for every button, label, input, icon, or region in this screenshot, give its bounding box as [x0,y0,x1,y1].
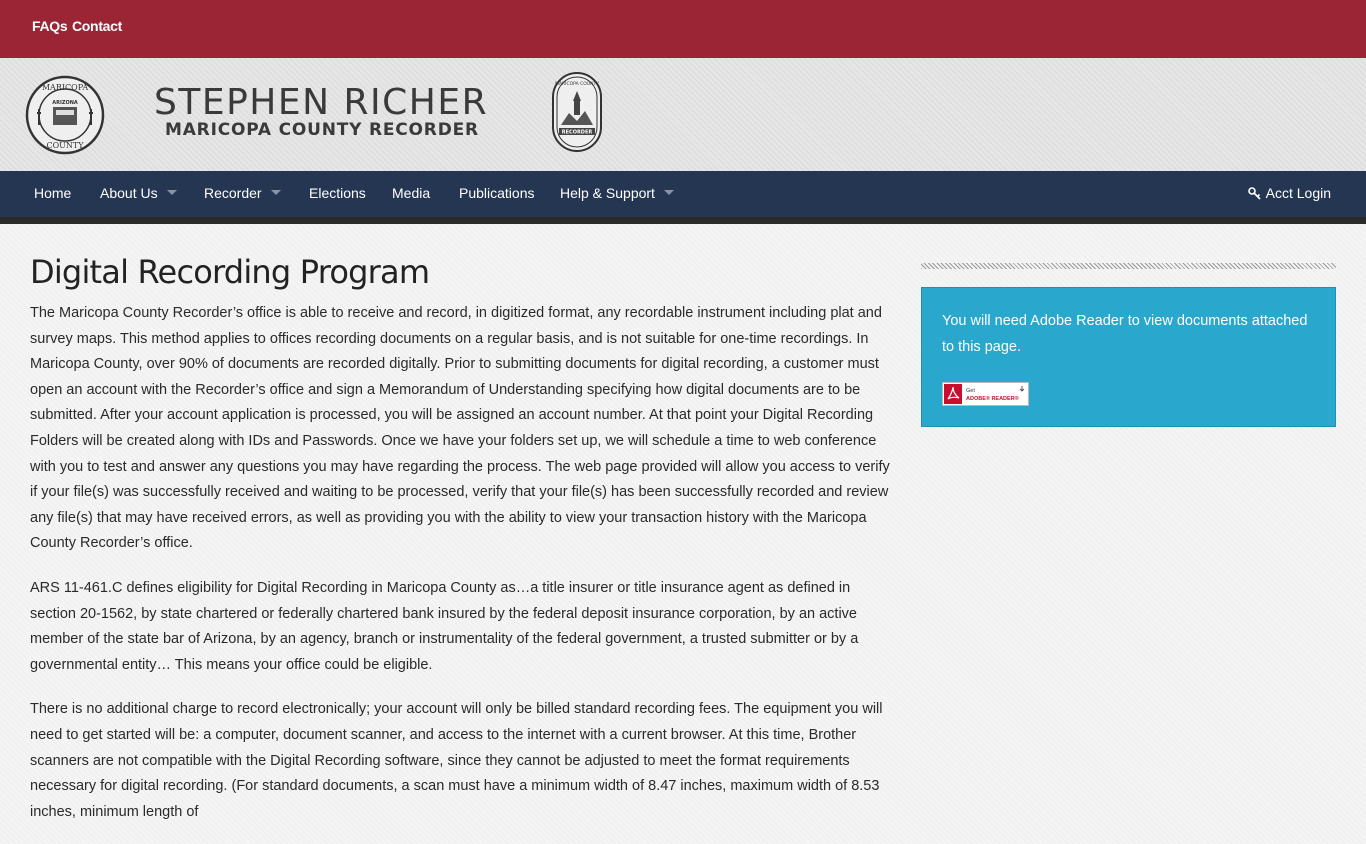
contact-link[interactable]: Contact [72,18,123,34]
nav-home-label: Home [34,185,72,201]
adobe-reader-icon [943,383,1028,405]
main-navigation [0,171,1366,224]
nav-about-us[interactable] [100,171,177,217]
nav-help-support[interactable] [560,171,674,217]
badge-top-text: MARICOPA COUNTY [555,82,599,87]
maricopa-county-seal-icon[interactable] [25,75,105,155]
body-paragraph: ARS 11-461.C defines eligibility for Digital Recording in Maricopa County as…a title insurer or title insurance agent as defined in section 20-1562, by state chartered or federally chartered bank insured by the federal deposit insurance corporation, by an active member of the state bar of Arizona, by an agency, branch or instrumentality of the federal government, a trusted submitter or by a governmental entity… This means your office could be eligible. [30,579,859,673]
nav-home[interactable] [34,171,71,217]
badge-bottom-text: RECORDER [561,129,593,136]
badge-get-text: Get [966,388,975,394]
seal-middle-text: ARIZONA [52,100,78,106]
site-header [0,58,1366,171]
badge-reader-text: ADOBE® READER® [966,396,1019,402]
body-paragraph: The Maricopa County Recorder’s office is able to receive and record, in digitized format, any recordable instrument including plat and survey maps. This method applies to offices recording documents on a regular basis, and is not suitable for one-time recordings. In Maricopa County, over 90% of documents are recorded digitally. Prior to submitting documents for digital recording, a customer must open an account with the Recorder’s office and sign a Memorandum of Understanding specifying how digital documents are to be submitted. After your account application is processed, you will be assigned an account number. At that point your Digital Recording Folders will be created along with IDs and Passwords. Once we have your folders set up, we will schedule a time to web conference with you to test and answer any questions you may have regarding the process. The web page provided will allow you access to verify if your file(s) was successfully received and waiting to be processed, verify that your file(s) has been successfully recorded and review any file(s) that may have received errors, as well as providing you with the ability to view your transaction history with the Maricopa County Recorder’s office. [30,305,890,552]
key-icon [1248,187,1261,200]
page-title: Digital Recording Program [30,253,430,291]
top-utility-bar [0,0,1366,58]
acct-login-label: Acct Login [1265,185,1331,201]
nav-publications[interactable] [459,171,535,217]
get-adobe-reader-button[interactable] [942,382,1029,406]
faqs-link[interactable]: FAQs [32,18,68,34]
main-content [30,253,892,844]
nav-publications-label: Publications [459,185,535,201]
body-paragraph: There is no additional charge to record electronically; your account will only be billed standard recording fees. The equipment you will need to get started will be: a computer, document scanner, and access to the internet with a current browser. At this time, Brother scanners are not compatible with the Digital Recording software, since they cannot be adjusted to meet the format requirements necessary for digital recording. (For standard documents, a scan must have a minimum width of 8.47 inches, maximum width of 8.53 inches, minimum length of [30,701,883,820]
chevron-down-icon [664,190,674,195]
nav-recorder-label: Recorder [204,185,262,201]
nav-elections-label: Elections [309,185,366,201]
nav-help-support-label: Help & Support [560,185,655,201]
adobe-reader-notice [921,287,1336,427]
recorder-title[interactable]: MARICOPA COUNTY RECORDER [165,120,479,140]
nav-elections[interactable] [309,171,366,217]
chevron-down-icon [271,190,281,195]
recorder-badge-icon [551,71,603,153]
seal-top-text: MARICOPA [41,83,89,92]
notice-text: You will need Adobe Reader to view documents attached to this page. [942,313,1308,355]
chevron-down-icon [167,190,177,195]
nav-media-label: Media [392,185,431,201]
nav-media[interactable] [392,171,430,217]
recorder-name[interactable]: STEPHEN RICHER [154,82,489,123]
seal-bottom-text: COUNTY [46,141,84,150]
acct-login-link[interactable] [1248,171,1331,217]
nav-about-us-label: About Us [100,185,158,201]
sidebar-divider [921,263,1336,269]
nav-recorder[interactable] [204,171,281,217]
